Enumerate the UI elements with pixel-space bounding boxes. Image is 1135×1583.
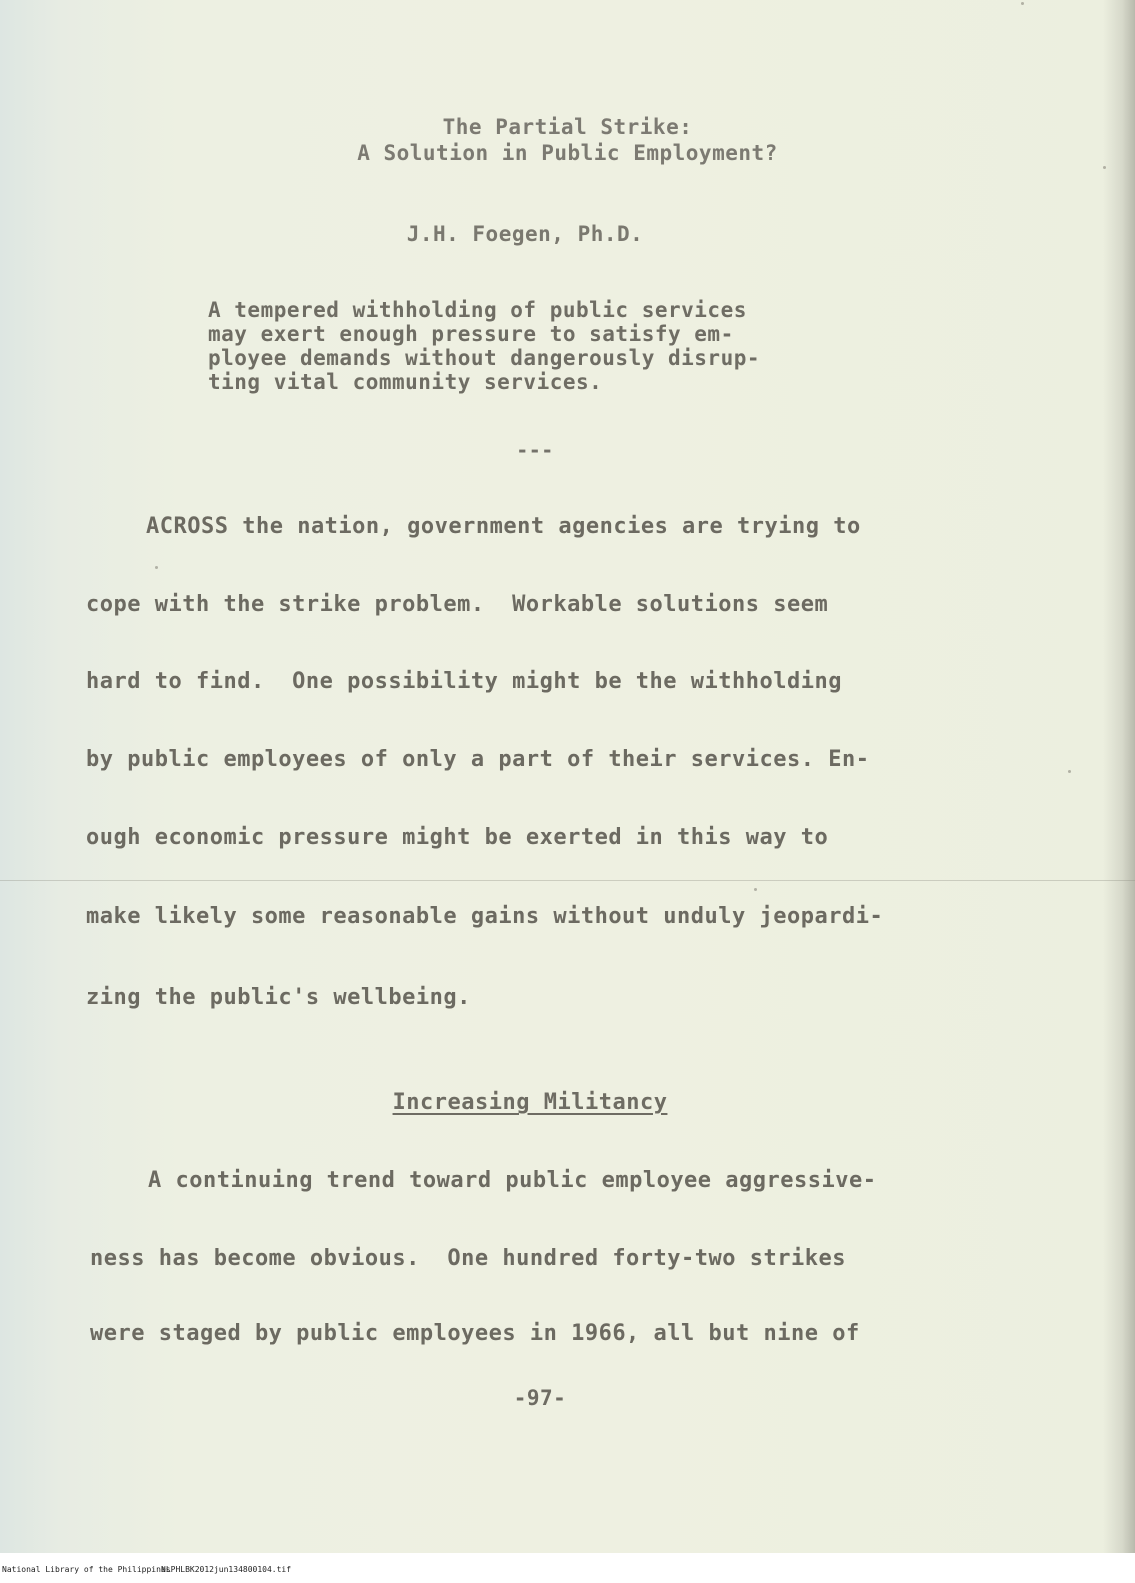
title-line-2: A Solution in Public Employment? bbox=[357, 141, 778, 165]
abstract-line-4: ting vital community services. bbox=[208, 370, 603, 394]
paragraph-1-line-2: cope with the strike problem. Workable solutions seem bbox=[86, 592, 829, 617]
page-number: -97- bbox=[513, 1386, 567, 1410]
abstract-line-1: A tempered withholding of public services bbox=[208, 298, 747, 322]
paragraph-1-line-1: ACROSS the nation, government agencies are trying to bbox=[146, 514, 861, 539]
paragraph-2-line-2: ness has become obvious. One hundred forty-two strikes bbox=[90, 1246, 846, 1271]
ink-speck bbox=[754, 888, 757, 891]
paragraph-1-line-5: ough economic pressure might be exerted in this way to bbox=[86, 825, 829, 850]
ink-speck bbox=[155, 566, 158, 569]
abstract-line-2: may exert enough pressure to satisfy em- bbox=[208, 322, 734, 346]
paragraph-1-line-7: zing the public's wellbeing. bbox=[86, 985, 471, 1010]
paragraph-1-line-6: make likely some reasonable gains without unduly jeopardi- bbox=[86, 904, 884, 929]
paragraph-1-line-3: hard to find. One possibility might be the withholding bbox=[86, 669, 842, 694]
paragraph-1-line-4: by public employees of only a part of their services. En- bbox=[86, 747, 870, 772]
section-separator: --- bbox=[516, 438, 554, 462]
ink-speck bbox=[1068, 770, 1071, 773]
ink-speck bbox=[1103, 166, 1106, 169]
fold-line bbox=[0, 880, 1135, 881]
abstract-line-3: ployee demands without dangerously disrup- bbox=[208, 346, 761, 370]
ink-speck bbox=[1021, 2, 1024, 5]
paragraph-2-line-1: A continuing trend toward public employee aggressive- bbox=[148, 1168, 877, 1193]
title-line-1: The Partial Strike: bbox=[442, 115, 693, 139]
paragraph-2-line-3: were staged by public employees in 1966, all but nine of bbox=[90, 1321, 860, 1346]
footer-file-name: NLPHLBK2012jun134800104.tif bbox=[161, 1565, 292, 1574]
scan-footer-band bbox=[0, 1553, 1135, 1583]
section-heading: Increasing Militancy bbox=[392, 1090, 668, 1115]
author-line: J.H. Foegen, Ph.D. bbox=[406, 222, 644, 246]
page-edge-shadow bbox=[1103, 0, 1135, 1583]
footer-source: National Library of the Philippines bbox=[2, 1565, 171, 1574]
